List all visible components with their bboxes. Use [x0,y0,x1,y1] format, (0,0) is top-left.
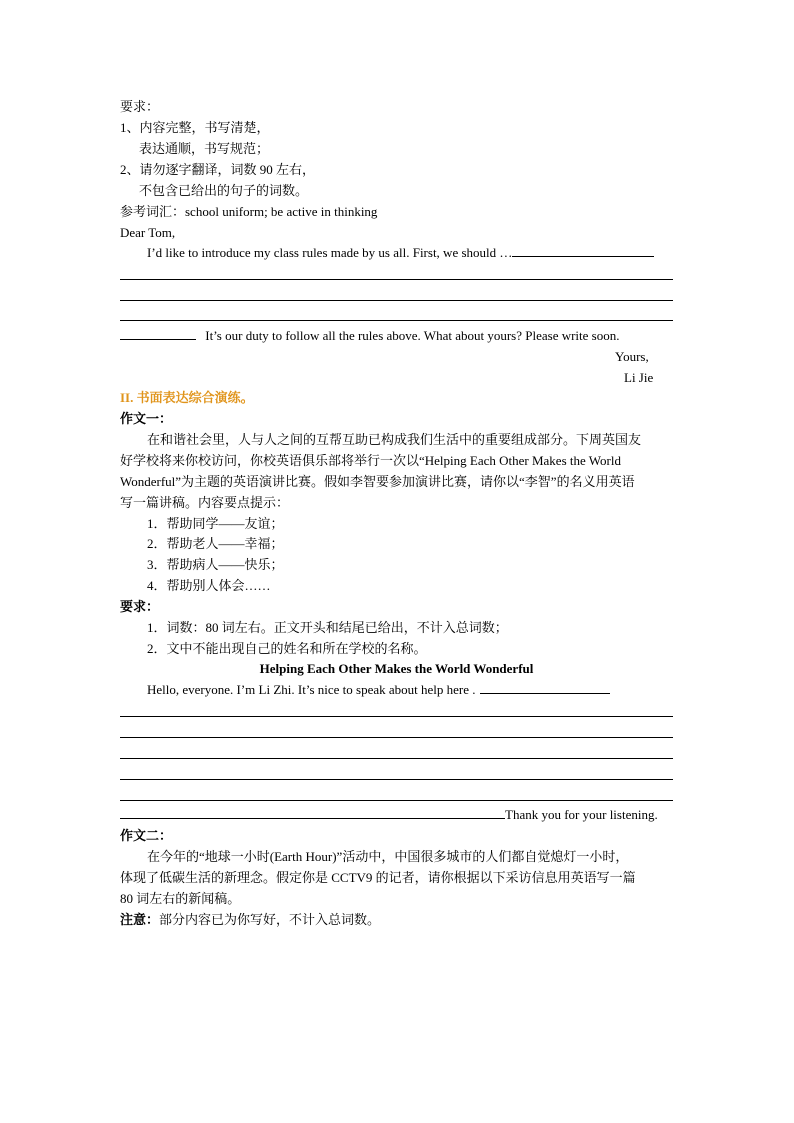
answer-line-3[interactable] [120,320,673,321]
answer-line-8[interactable] [120,800,673,801]
speech-opening-text: Hello, everyone. I’m Li Zhi. It’s nice to speak about help here . [147,682,476,697]
note-label: 注意： [120,912,160,927]
answer-blank[interactable] [512,244,654,257]
content-point-1: 1．帮助同学——友谊； [147,516,284,531]
essay-1-requirement-2: 2．文中不能出现自己的姓名和所在学校的名称。 [147,641,427,656]
essay-2-paragraph-line-2: 体现了低碳生活的新理念。假定你是 CCTV9 的记者，请你根据以下采访信息用英语写一篇 [120,870,636,885]
speech-closing-line [120,806,658,824]
content-point-4: 4．帮助别人体会…… [147,578,271,593]
answer-blank[interactable] [120,327,196,340]
letter-greeting: Dear Tom, [120,225,176,240]
letter-opening-text: I’d like to introduce my class rules made by us all. First, we should … [147,245,513,260]
answer-line-1[interactable] [120,279,673,280]
requirement-1-cont: 表达通顺，书写规范； [139,141,270,156]
speech-opening-line [147,681,610,699]
vocabulary-reference: 参考词汇：school uniform; be active in thinking [120,204,378,219]
letter-closing-text: It’s our duty to follow all the rules above. What about yours? Please write soon. [205,328,620,343]
speech-closing-text: Thank you for your listening. [505,807,658,822]
section-heading: II. 书面表达综合演练。 [120,390,254,405]
essay-2-label: 作文二： [120,828,173,843]
essay-2-note [120,911,380,929]
content-point-3: 3．帮助病人——快乐； [147,557,284,572]
answer-blank[interactable] [120,806,505,819]
answer-blank[interactable] [480,681,610,694]
letter-signature: Li Jie [624,370,654,385]
essay-2-paragraph-line-3: 80 词左右的新闻稿。 [120,891,241,906]
answer-line-4[interactable] [120,716,673,717]
essay-1-requirement-1: 1．词数：80 词左右。正文开头和结尾已给出，不计入总词数； [147,620,508,635]
essay-1-requirements-label: 要求： [120,599,160,614]
requirement-2: 2、请勿逐字翻译，词数 90 左右， [120,162,316,177]
letter-signoff: Yours, [615,349,649,364]
essay-2-paragraph-line-1: 在今年的“地球一小时(Earth Hour)”活动中，中国很多城市的人们都自觉熄灯一小时， [147,849,629,864]
answer-line-6[interactable] [120,758,673,759]
letter-opening-line [147,244,654,262]
answer-line-5[interactable] [120,737,673,738]
speech-title: Helping Each Other Makes the World Wonderful [259,661,534,676]
requirement-2-cont: 不包含已给出的句子的词数。 [139,183,309,198]
content-point-2: 2．帮助老人——幸福； [147,536,284,551]
essay-1-paragraph-line-4: 写一篇讲稿。内容要点提示： [120,495,290,510]
letter-closing-line [120,327,619,345]
requirements-title: 要求： [120,99,160,114]
note-text: 部分内容已为你写好，不计入总词数。 [159,912,381,927]
essay-1-paragraph-line-1: 在和谐社会里，人与人之间的互帮互助已构成我们生活中的重要组成部分。下周英国友 [147,432,642,447]
essay-1-label: 作文一： [120,411,173,426]
requirement-1: 1、内容完整，书写清楚， [120,120,270,135]
essay-1-paragraph-line-2: 好学校将来你校访问，你校英语俱乐部将举行一次以“Helping Each Other Makes the World [120,453,621,468]
answer-line-2[interactable] [120,300,673,301]
answer-line-7[interactable] [120,779,673,780]
essay-1-paragraph-line-3: Wonderful”为主题的英语演讲比赛。假如李智要参加演讲比赛，请你以“李智”的名义用英语 [120,474,635,489]
